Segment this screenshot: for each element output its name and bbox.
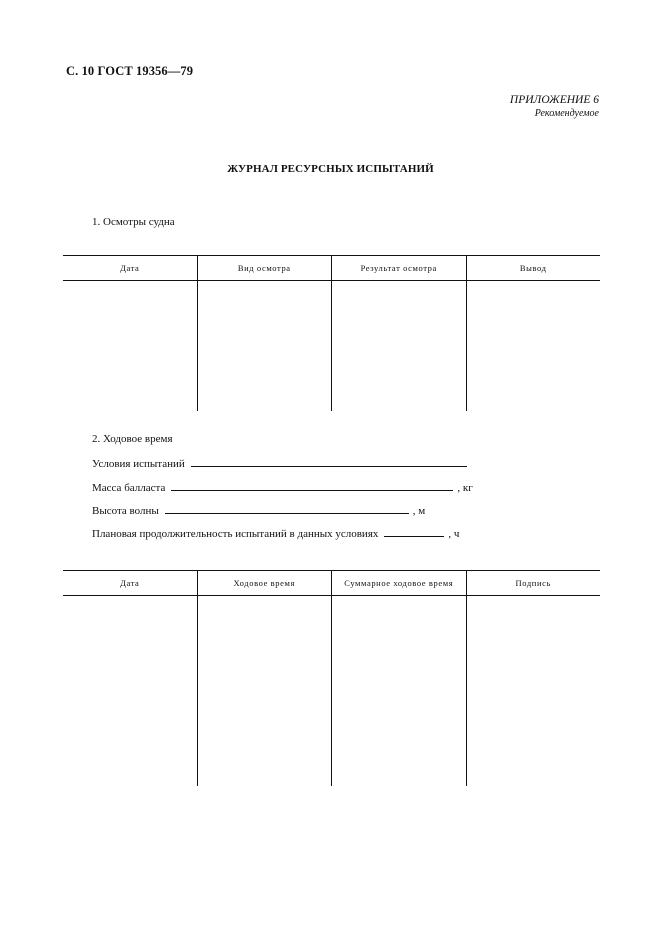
column-header-date: Дата — [120, 578, 140, 588]
field-wave-height — [92, 505, 425, 517]
page-header: С. 10 ГОСТ 19356—79 — [66, 64, 194, 78]
section-2-title: 2. Ходовое время — [92, 433, 173, 445]
field-ballast-mass — [92, 482, 473, 494]
column-header-running-time: Ходовое время — [197, 571, 332, 595]
column-header-total-running-time: Суммарное ходовое время — [331, 571, 466, 595]
field-label: Условия испытаний — [92, 458, 185, 470]
field-label: Масса балласта — [92, 482, 166, 494]
field-unit: , кг — [457, 482, 473, 494]
column-header-signature: Подпись — [466, 571, 601, 595]
inspections-table-header — [63, 256, 600, 281]
table-column-inspection-result — [331, 281, 466, 411]
table-column-inspection-type — [197, 281, 332, 411]
field-unit: , м — [412, 505, 426, 517]
fill-in-line — [171, 489, 453, 491]
table-column-total-running-time — [331, 596, 466, 786]
inspections-table — [63, 255, 600, 411]
table-column-conclusion — [466, 281, 601, 411]
running-time-table-header — [63, 571, 600, 596]
inspections-table-body — [63, 281, 600, 411]
table-column-signature — [466, 596, 601, 786]
appendix-label — [510, 93, 599, 121]
field-label: Плановая продолжительность испытаний в данных условиях — [92, 528, 379, 540]
table-column-date — [63, 596, 197, 786]
running-time-table-body — [63, 596, 600, 786]
field-test-conditions — [92, 458, 471, 470]
field-label: Высота волны — [92, 505, 159, 517]
column-header-date: Дата — [120, 263, 140, 273]
field-planned-duration — [92, 528, 459, 540]
fill-in-line — [191, 465, 467, 467]
section-1-title: 1. Осмотры судна — [92, 216, 175, 228]
fill-in-line — [165, 512, 409, 514]
column-header-inspection-result: Результат осмотра — [331, 256, 466, 280]
column-header-conclusion: Вывод — [466, 256, 601, 280]
running-time-table — [63, 570, 600, 786]
appendix-subtitle: Рекомендуемое — [534, 108, 599, 119]
document-title: ЖУРНАЛ РЕСУРСНЫХ ИСПЫТАНИЙ — [227, 163, 434, 175]
fill-in-line — [384, 535, 444, 537]
appendix-title: ПРИЛОЖЕНИЕ 6 — [509, 94, 599, 106]
table-column-running-time — [197, 596, 332, 786]
field-unit: , ч — [448, 528, 460, 540]
column-header-inspection-type: Вид осмотра — [197, 256, 332, 280]
table-column-date — [63, 281, 197, 411]
